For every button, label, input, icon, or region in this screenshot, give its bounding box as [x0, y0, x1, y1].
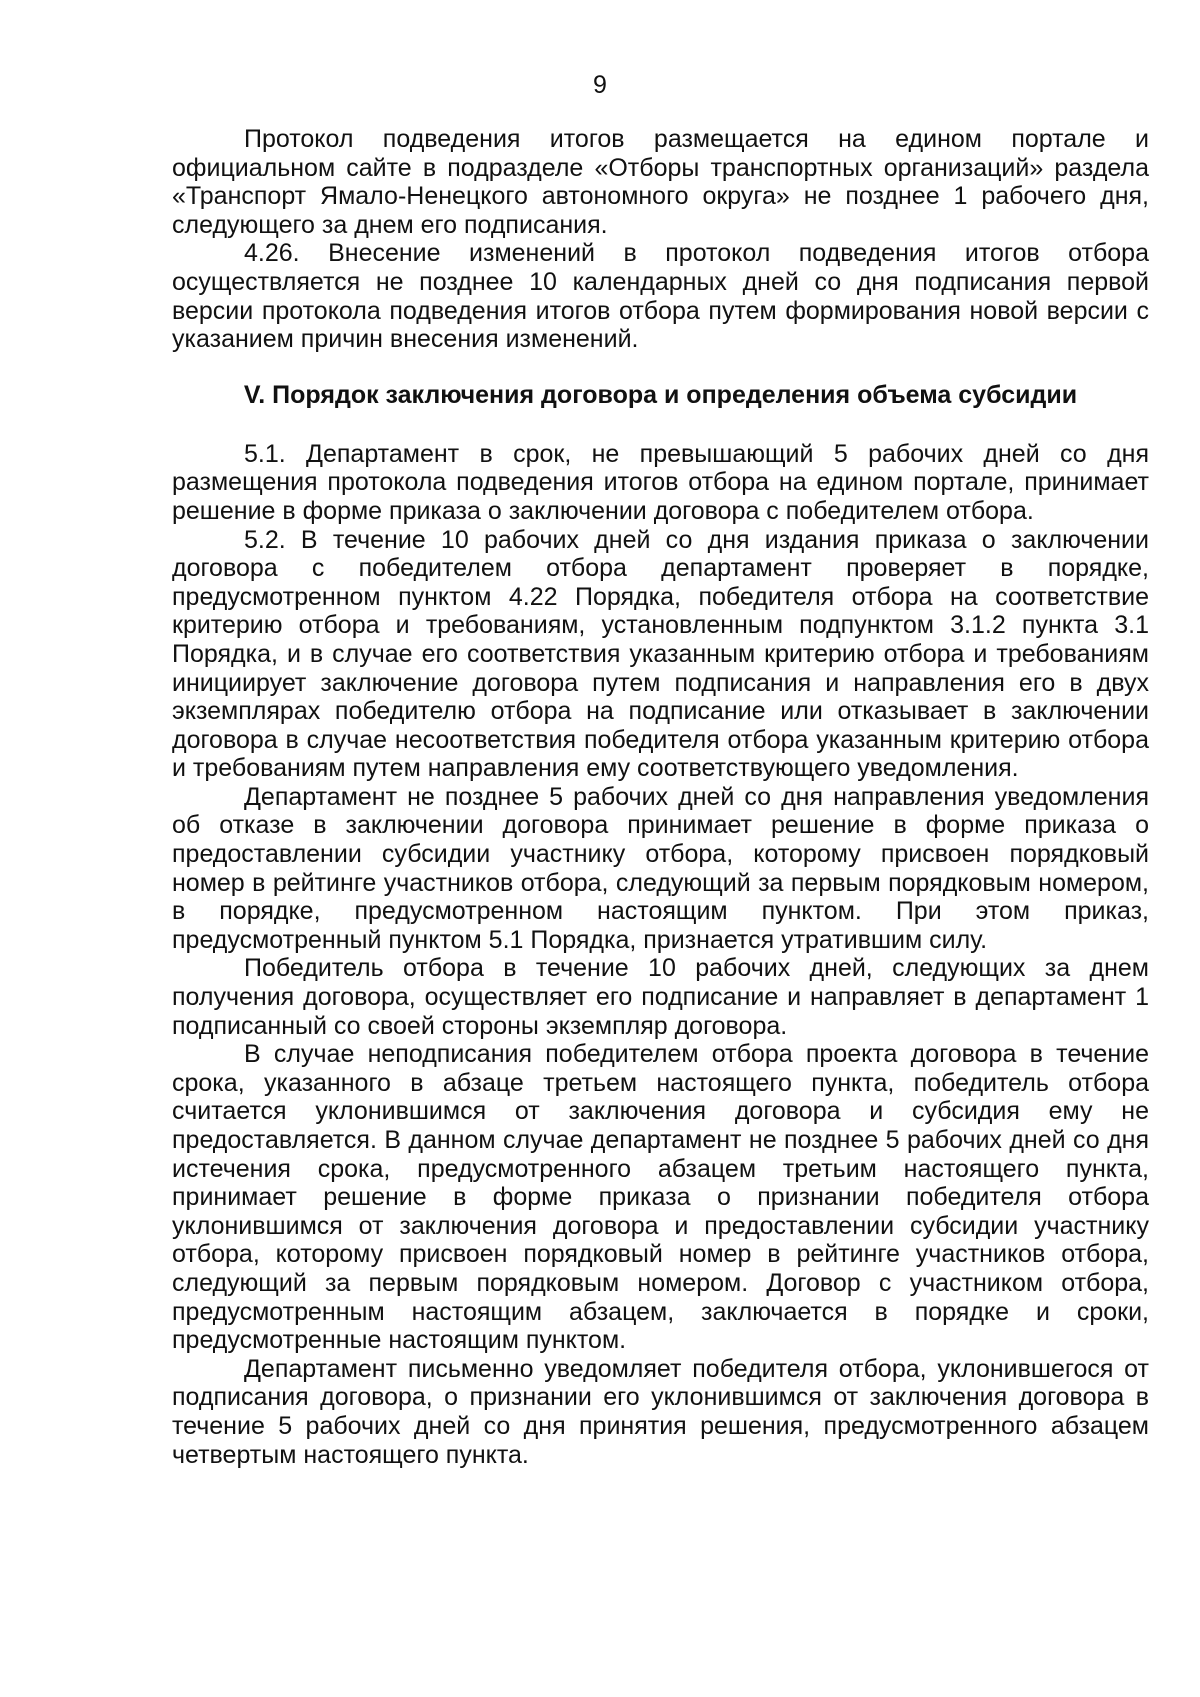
paragraph-protocol-publication: Протокол подведения итогов размещается на едином портале и официальном сайте в подразделе «Отборы транспортных организаций» раздела «Транспорт Ямало-Ненецкого автономного округа» не позднее 1 рабочего дня, следующего за днем его подписания. — [172, 125, 1149, 239]
paragraph-5-2: 5.2. В течение 10 рабочих дней со дня издания приказа о заключении договора с победителем отбора департамент проверяет в порядке, предусмотренном пунктом 4.22 Порядка, победителя отбора на соответствие критерию отбора и требованиям, установленным подпунктом 3.1.2 пункта 3.1 Порядка, и в случае его соответствия указанным критерию отбора и требованиям инициирует заключение договора путем подписания и направления его в двух экземплярах победителю отбора на подписание или отказывает в заключении договора в случае несоответствия победителя отбора указанным критерию отбора и требованиям путем направления ему соответствующего уведомления. — [172, 525, 1149, 783]
paragraph-refusal-notice: Департамент не позднее 5 рабочих дней со дня направления уведомления об отказе в заключении договора принимает решение в форме приказа о предоставлении субсидии участнику отбора, которому присвоен порядковый номер в рейтинге участников отбора, следующий за первым порядковым номером, в порядке, предусмотренном настоящим пунктом. При этом приказ, предусмотренный пунктом 5.1 Порядка, признается утратившим силу. — [172, 782, 1149, 954]
paragraph-written-notice: Департамент письменно уведомляет победителя отбора, уклонившегося от подписания договора, о признании его уклонившимся от заключения договора в течение 5 рабочих дней со дня принятия решения, предусмотренного абзацем четвертым настоящего пункта. — [172, 1354, 1149, 1469]
document-body — [172, 125, 1149, 1469]
paragraph-winner-signing: Победитель отбора в течение 10 рабочих дней, следующих за днем получения договора, осуществляет его подписание и направляет в департамент 1 подписанный со своей стороны экземпляр договора. — [172, 954, 1149, 1040]
paragraph-5-1: 5.1. Департамент в срок, не превышающий 5 рабочих дней со дня размещения протокола подведения итогов отбора на едином портале, принимает решение в форме приказа о заключении договора с победителем отбора. — [172, 439, 1149, 525]
paragraph-non-signing: В случае неподписания победителем отбора проекта договора в течение срока, указанного в абзаце третьем настоящего пункта, победитель отбора считается уклонившимся от заключения договора и субсидия ему не предоставляется. В данном случае департамент не позднее 5 рабочих дней со дня истечения срока, предусмотренного абзацем третьим настоящего пункта, принимает решение в форме приказа о признании победителя отбора уклонившимся от заключения договора и предоставлении субсидии участнику отбора, которому присвоен порядковый номер в рейтинге участников отбора, следующий за первым порядковым номером. Договор с участником отбора, предусмотренным настоящим абзацем, заключается в порядке и сроки, предусмотренные настоящим пунктом. — [172, 1040, 1149, 1355]
page-number: 9 — [593, 71, 607, 99]
paragraph-4-26: 4.26. Внесение изменений в протокол подведения итогов отбора осуществляется не позднее 10 календарных дней со дня подписания первой версии протокола подведения итогов отбора путем формирования новой версии с указанием причин внесения изменений. — [172, 239, 1149, 354]
section-title: V. Порядок заключения договора и определения объема субсидии — [243, 380, 1078, 409]
